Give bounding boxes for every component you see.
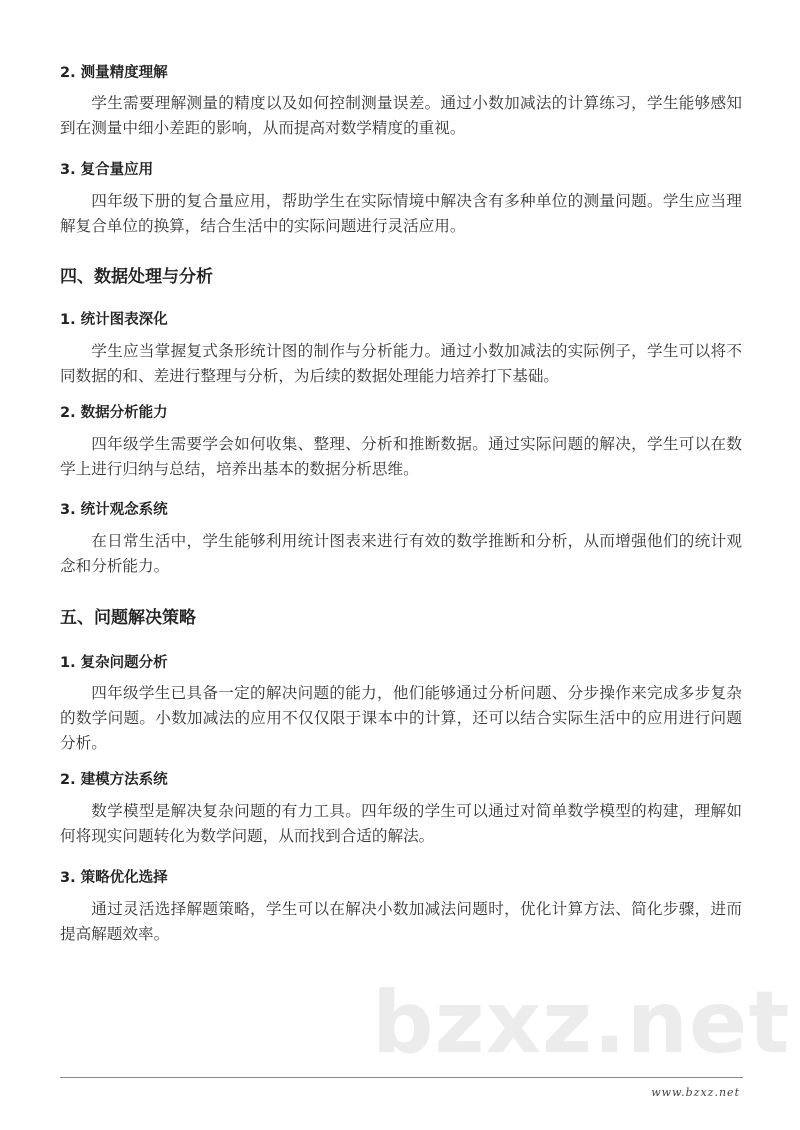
paragraph: 学生需要理解测量的精度以及如何控制测量误差。通过小数加减法的计算练习，学生能够感知到在测量中细小差距的影响，从而提高对数学精度的重视。 (60, 94, 742, 137)
subheading-strategy: 3. 策略优化选择 (60, 870, 168, 886)
paragraph: 数学模型是解决复杂问题的有力工具。四年级的学生可以通过对简单数学模型的构建，理解如何将现实问题转化为数学问题，从而找到合适的解法。 (60, 802, 742, 845)
subheading-compound-quantity: 3. 复合量应用 (60, 162, 154, 178)
section-heading-data-processing: 四、数据处理与分析 (60, 267, 213, 287)
watermark: bzxz.net (372, 973, 791, 1073)
footer-divider (60, 1077, 743, 1078)
paragraph: 通过灵活选择解题策略，学生可以在解决小数加减法问题时，优化计算方法、简化步骤，进而提高解题效率。 (60, 900, 742, 943)
paragraph: 在日常生活中，学生能够利用统计图表来进行有效的数学推断和分析，从而增强他们的统计观念和分析能力。 (60, 532, 742, 575)
subheading-modeling: 2. 建模方法系统 (60, 772, 168, 788)
subheading-measurement-precision: 2. 测量精度理解 (60, 65, 168, 81)
subheading-data-analysis: 2. 数据分析能力 (60, 405, 168, 421)
footer-url: www.bzxz.net (651, 1086, 740, 1099)
paragraph: 四年级下册的复合量应用，帮助学生在实际情境中解决含有多种单位的测量问题。学生应当理解复合单位的换算，结合生活中的实际问题进行灵活应用。 (60, 192, 742, 235)
paragraph: 四年级学生已具备一定的解决问题的能力，他们能够通过分析问题、分步操作来完成多步复杂的数学问题。小数加减法的应用不仅仅限于课本中的计算，还可以结合实际生活中的应用进行问题分析。 (60, 684, 742, 752)
paragraph: 四年级学生需要学会如何收集、整理、分析和推断数据。通过实际问题的解决，学生可以在数学上进行归纳与总结，培养出基本的数据分析思维。 (60, 435, 742, 478)
subheading-complex-problem: 1. 复杂问题分析 (60, 655, 168, 671)
subheading-statistics-charts: 1. 统计图表深化 (60, 312, 168, 328)
subheading-statistics-concept: 3. 统计观念系统 (60, 502, 168, 518)
paragraph: 学生应当掌握复式条形统计图的制作与分析能力。通过小数加减法的实际例子，学生可以将不同数据的和、差进行整理与分析，为后续的数据处理能力培养打下基础。 (60, 342, 742, 385)
section-heading-problem-solving: 五、问题解决策略 (60, 608, 196, 628)
